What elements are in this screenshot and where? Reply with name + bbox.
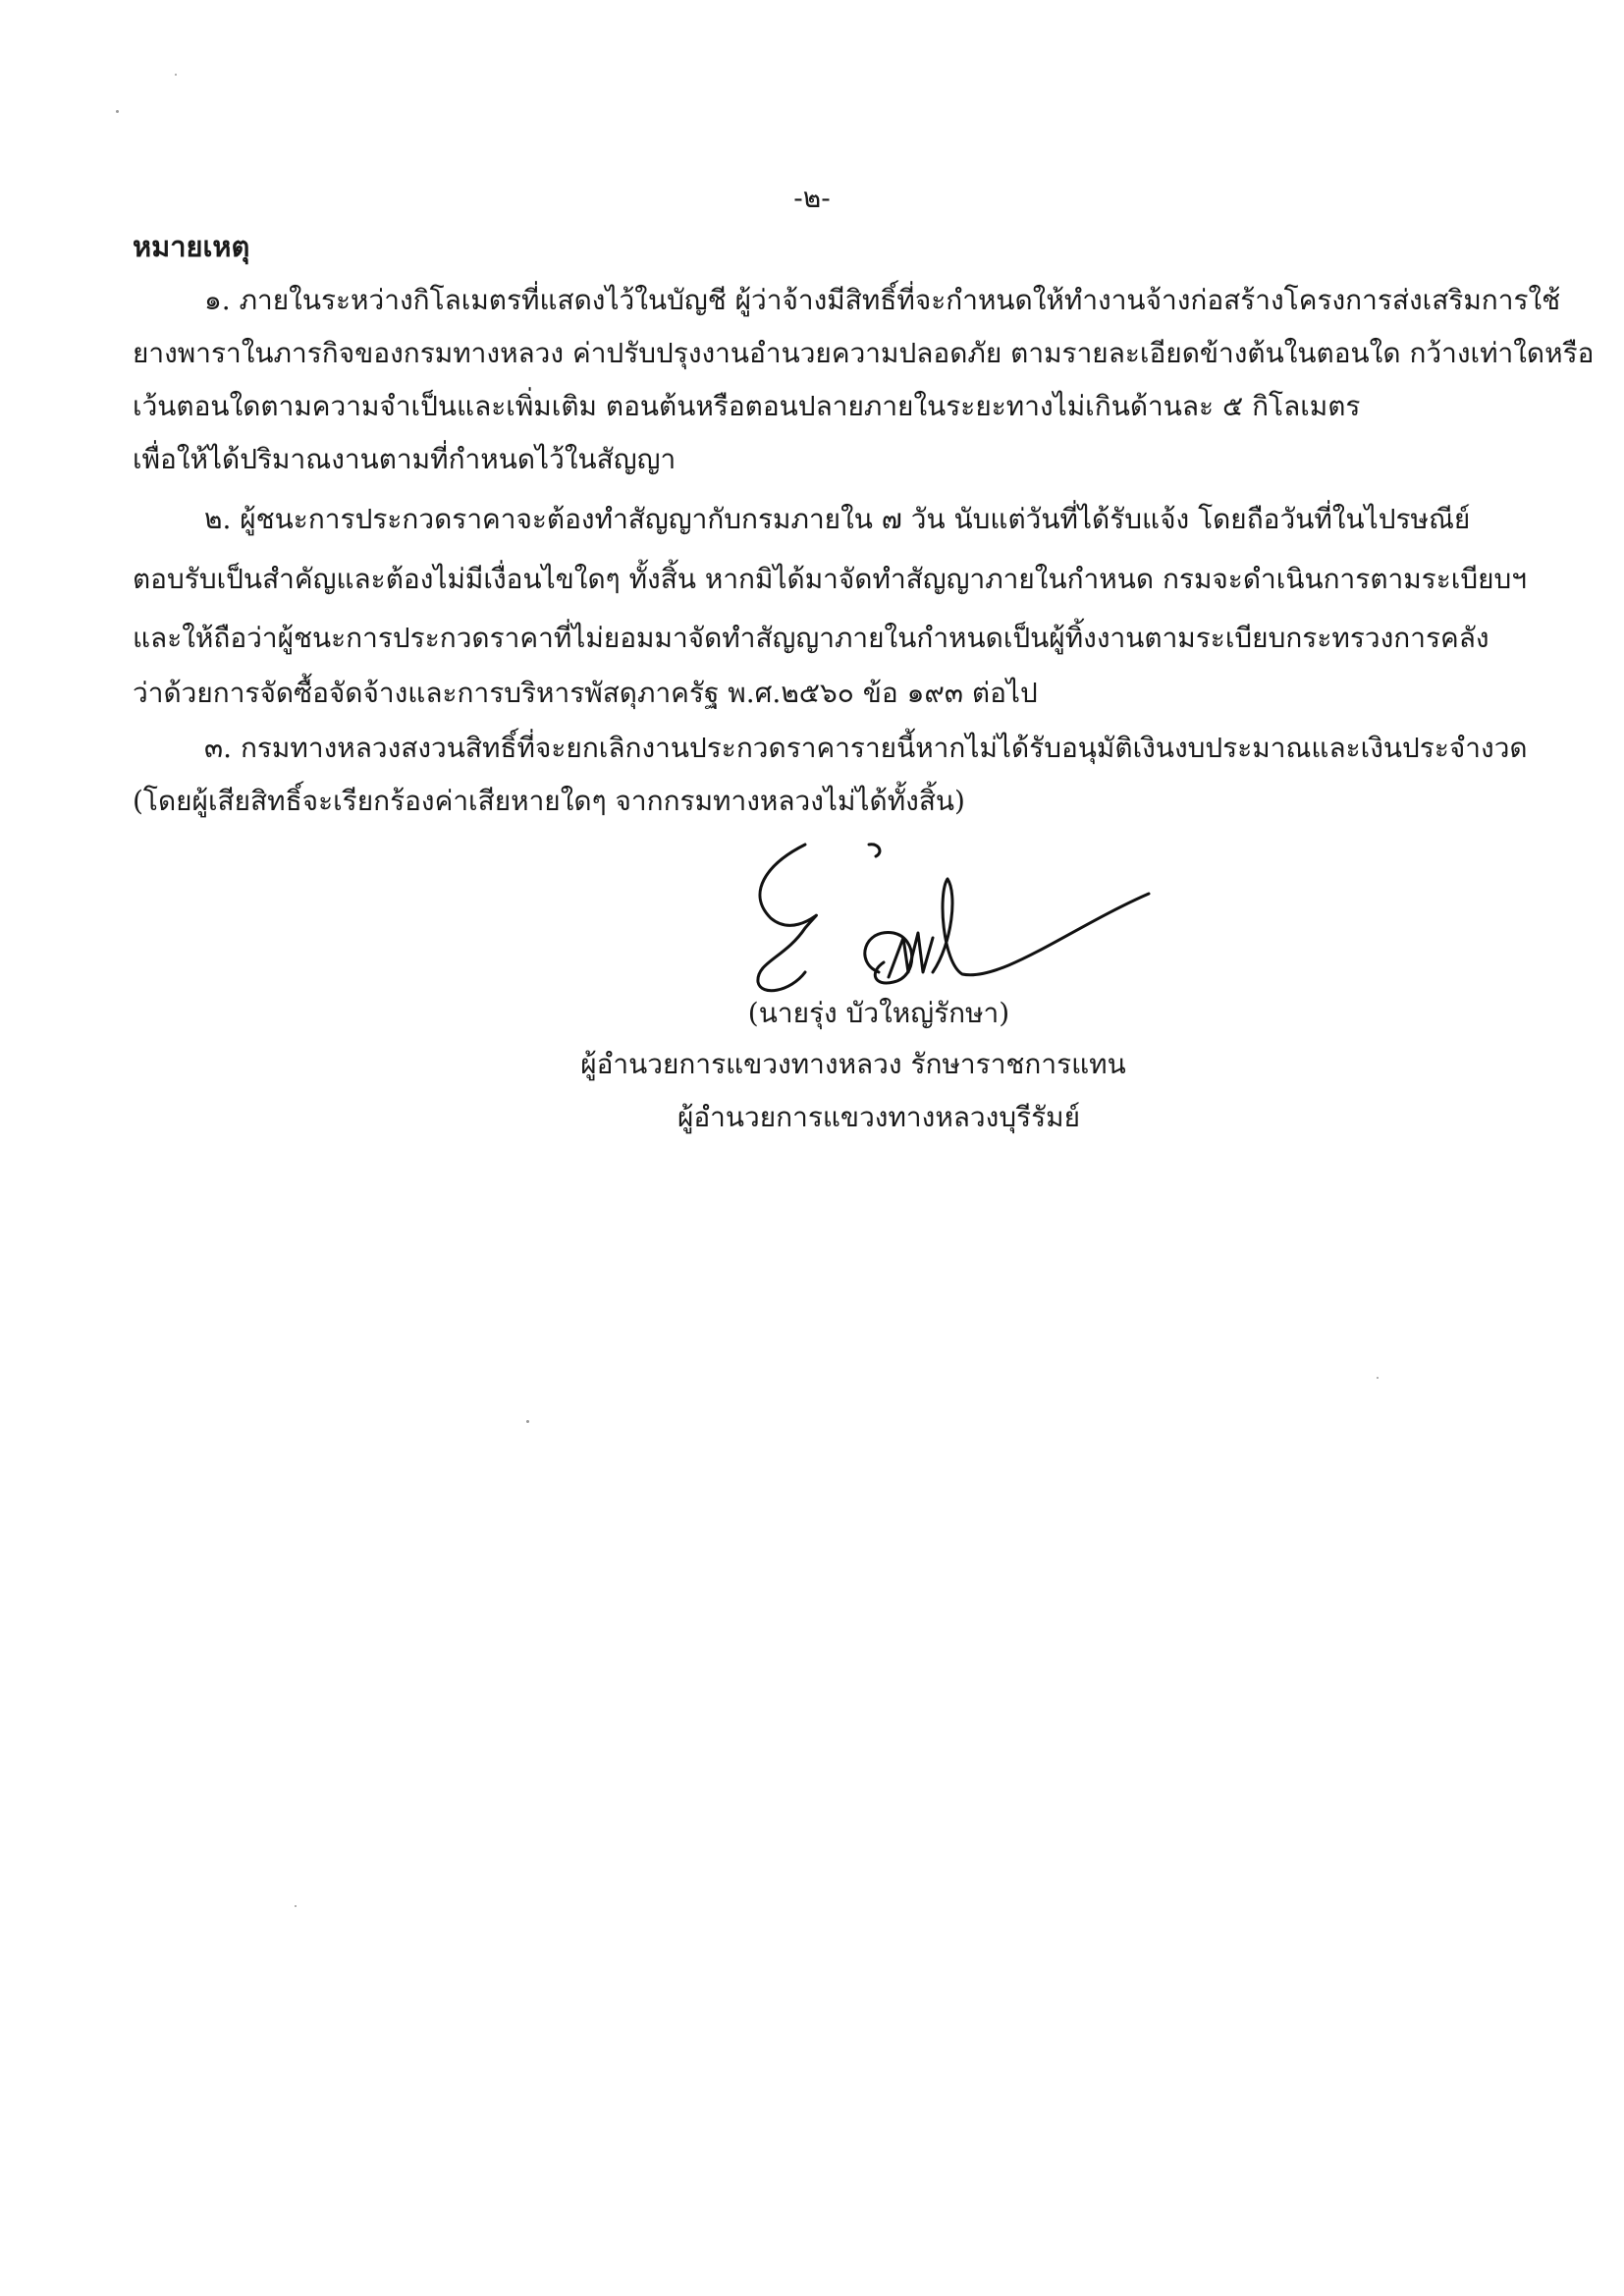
paragraph-1-line-2: ยางพาราในภารกิจของกรมทางหลวง ค่าปรับปรุงงานอำนวยความปลอดภัย ตามรายละเอียดข้างต้นในตอนใด กว้างเท่าใดหรือ (133, 337, 1595, 369)
paragraph-3-line-2: (โดยผู้เสียสิทธิ์จะเรียกร้องค่าเสียหายใดๆ จากกรมทางหลวงไม่ได้ทั้งสิ้น) (133, 785, 965, 817)
signatory-position-2: ผู้อำนวยการแขวงทางหลวงบุรีรัมย์ (677, 1101, 1081, 1133)
paragraph-1-line-4: เพื่อให้ได้ปริมาณงานตามที่กำหนดไว้ในสัญญา (133, 443, 677, 475)
handwritten-signature (746, 835, 1159, 1002)
paragraph-1-line-3: เว้นตอนใดตามความจำเป็นและเพิ่มเติม ตอนต้นหรือตอนปลายภายในระยะทางไม่เกินด้านละ ๕ กิโลเมตร (133, 390, 1361, 422)
signatory-name: (นายรุ่ง บัวใหญ่รักษา) (747, 997, 1010, 1029)
paragraph-2-line-3: และให้ถือว่าผู้ชนะการประกวดราคาที่ไม่ยอมมาจัดทำสัญญาภายในกำหนดเป็นผู้ทิ้งงานตามระเบียบกระทรวงการคลัง (133, 622, 1489, 654)
scan-speck (116, 110, 119, 113)
paragraph-2-line-1: ๒. ผู้ชนะการประกวดราคาจะต้องทำสัญญากับกรมภายใน ๗ วัน นับแต่วันที่ได้รับแจ้ง โดยถือวันที่ในไปรษณีย์ (204, 503, 1471, 535)
paragraph-2-line-2: ตอบรับเป็นสำคัญและต้องไม่มีเงื่อนไขใดๆ ทั้งสิ้น หากมิได้มาจัดทำสัญญาภายในกำหนด กรมจะดำเนินการตามระเบียบฯ (133, 563, 1528, 595)
notes-heading: หมายเหตุ (133, 230, 250, 263)
scan-speck (1377, 1377, 1379, 1379)
signatory-position-1: ผู้อำนวยการแขวงทางหลวง รักษาราชการแทน (580, 1048, 1126, 1080)
scan-speck (175, 74, 177, 76)
page-number: -๒- (793, 182, 831, 214)
scan-speck (526, 1420, 529, 1423)
paragraph-3-line-1: ๓. กรมทางหลวงสงวนสิทธิ์ที่จะยกเลิกงานประกวดราคารายนี้หากไม่ได้รับอนุมัติเงินงบประมาณและเงินประจำงวด (204, 732, 1528, 764)
paragraph-2-line-4: ว่าด้วยการจัดซื้อจัดจ้างและการบริหารพัสดุภาครัฐ พ.ศ.๒๕๖๐ ข้อ ๑๙๓ ต่อไป (133, 677, 1038, 709)
paragraph-1-line-1: ๑. ภายในระหว่างกิโลเมตรที่แสดงไว้ในบัญชี ผู้ว่าจ้างมีสิทธิ์ที่จะกำหนดให้ทำงานจ้างก่อสร้างโครงการส่งเสริมการใช้ (204, 284, 1561, 316)
scan-speck (295, 1905, 297, 1907)
